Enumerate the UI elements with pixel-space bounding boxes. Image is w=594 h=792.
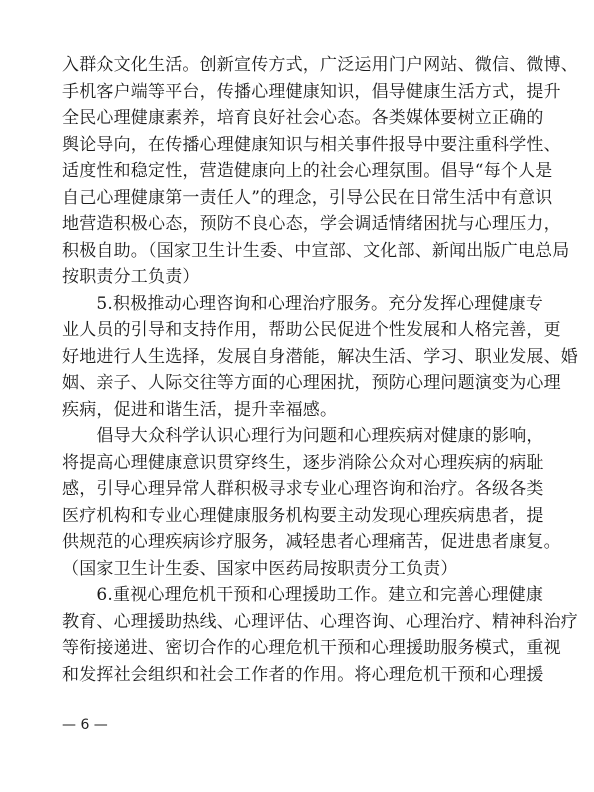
text-line: 疾病，促进和谐生活，提升幸福感。 [62, 399, 338, 420]
text-line: 业人员的引导和支持作用，帮助公民促进个性发展和人格完善，更 [62, 320, 561, 340]
text-line: 姻、亲子、人际交往等方面的心理困扰，预防心理问题演变为心理 [62, 373, 561, 393]
text-line: 等衔接递进、密切合作的心理危机干预和心理援助服务模式，重视 [62, 638, 561, 658]
text-line: 地营造积极心态，预防不良心态，学会调适情绪困扰与心理压力， [62, 214, 561, 234]
text-line: 按职责分工负责） [62, 267, 200, 287]
text-line: 适度性和稳定性，营造健康向上的社会心理氛围。倡导“每个人是 [62, 161, 553, 181]
text-line: 6.重视心理危机干预和心理援助工作。建立和完善心理健康 [62, 585, 544, 605]
text-line: 将提高心理健康意识贯穿终生，逐步消除公众对心理疾病的病耻 [62, 452, 544, 473]
text-line: 和发挥社会组织和社会工作者的作用。将心理危机干预和心理援 [62, 664, 544, 685]
text-line: 自己心理健康第一责任人”的理念，引导公民在日常生活中有意识 [62, 187, 553, 208]
text-line: 感，引导心理异常人群积极寻求专业心理咨询和治疗。各级各类 [62, 479, 544, 499]
text-line: 舆论导向，在传播心理健康知识与相关事件报导中要注重科学性、 [62, 134, 561, 155]
text-line: 手机客户端等平台，传播心理健康知识，倡导健康生活方式，提升 [62, 81, 561, 102]
text-line: 医疗机构和专业心理健康服务机构要主动发现心理疾病患者，提 [62, 505, 544, 526]
text-line: 倡导大众科学认识心理行为问题和心理疾病对健康的影响， [62, 426, 544, 446]
page-number: — 6 — [62, 717, 108, 733]
text-line: 入群众文化生活。创新宣传方式，广泛运用门户网站、微信、微博、 [62, 55, 578, 75]
text-line: 好地进行人生选择，发展自身潜能，解决生活、学习、职业发展、婚 [62, 346, 578, 367]
text-line: （国家卫生计生委、国家中医药局按职责分工负责） [62, 558, 458, 579]
text-line: 教育、心理援助热线、心理评估、心理咨询、心理治疗、精神科治疗 [62, 611, 578, 632]
text-line: 5.积极推动心理咨询和心理治疗服务。充分发挥心理健康专 [62, 293, 544, 314]
text-line: 全民心理健康素养，培育良好社会心态。各类媒体要树立正确的 [62, 108, 544, 128]
text-line: 供规范的心理疾病诊疗服务，减轻患者心理痛苦，促进患者康复。 [62, 532, 561, 552]
text-line: 积极自助。（国家卫生计生委、中宣部、文化部、新闻出版广电总局 [62, 240, 570, 261]
